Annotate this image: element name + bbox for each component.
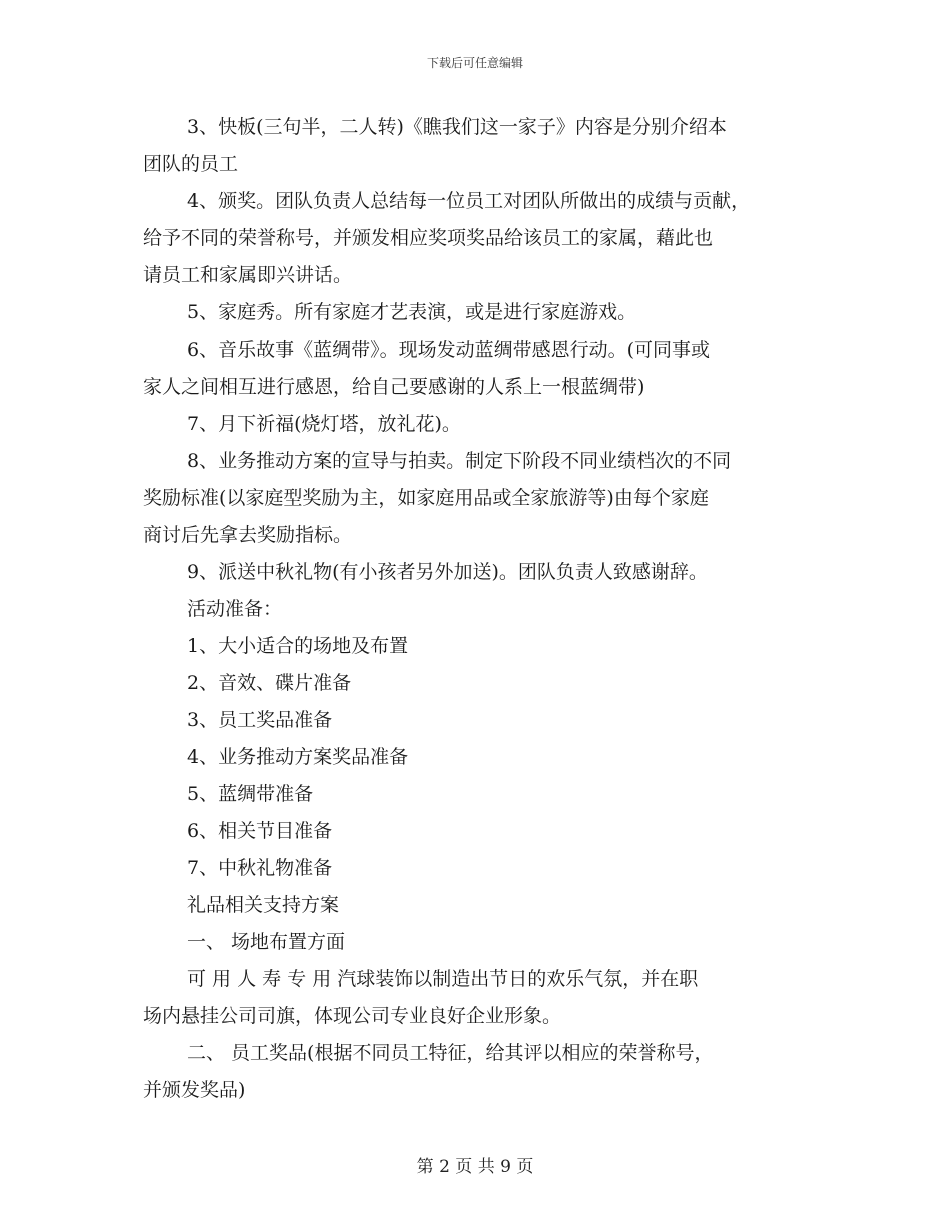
paragraph-line: 8、业务推动方案的宣导与拍卖。制定下阶段不同业绩档次的不同 bbox=[187, 450, 732, 472]
list-item: 1、大小适合的场地及布置 bbox=[187, 635, 409, 657]
list-item: 3、员工奖品准备 bbox=[187, 709, 333, 731]
paragraph-line: 3、快板(三句半，二人转)《瞧我们这一家子》内容是分别介绍本 bbox=[187, 116, 727, 138]
paragraph-line: 6、音乐故事《蓝绸带》。现场发动蓝绸带感恩行动。(可同事或 bbox=[187, 339, 711, 361]
paragraph-line: 7、月下祈福(烧灯塔，放礼花)。 bbox=[187, 413, 461, 435]
list-item: 2、音效、碟片准备 bbox=[187, 672, 352, 694]
paragraph-line: 商讨后先拿去奖励指标。 bbox=[143, 524, 353, 546]
paragraph-line: 5、家庭秀。所有家庭才艺表演，或是进行家庭游戏。 bbox=[187, 301, 637, 323]
list-item: 6、相关节目准备 bbox=[187, 820, 333, 842]
paragraph-line: 4、颁奖。团队负责人总结每一位员工对团队所做出的成绩与贡献， bbox=[187, 190, 751, 212]
list-item: 4、业务推动方案奖品准备 bbox=[187, 746, 409, 768]
section-heading: 礼品相关支持方案 bbox=[187, 894, 340, 916]
list-item: 5、蓝绸带准备 bbox=[187, 783, 314, 805]
subsection-heading: 二、 员工奖品(根据不同员工特征，给其评以相应的荣誉称号， bbox=[187, 1042, 714, 1064]
paragraph-line: 并颁发奖品) bbox=[143, 1079, 246, 1101]
list-item: 7、中秋礼物准备 bbox=[187, 857, 333, 879]
paragraph-line: 可 用 人 寿 专 用 汽球装饰以制造出节日的欢乐气氛，并在职 bbox=[187, 968, 699, 990]
paragraph-line: 家人之间相互进行感恩，给自己要感谢的人系上一根蓝绸带) bbox=[143, 376, 645, 398]
page-number: 第 2 页 共 9 页 bbox=[416, 1157, 534, 1177]
paragraph-line: 场内悬挂公司司旗，体现公司专业良好企业形象。 bbox=[143, 1005, 562, 1027]
paragraph-line: 给予不同的荣誉称号，并颁发相应奖项奖品给该员工的家属，藉此也 bbox=[143, 227, 714, 249]
subsection-heading: 一、 场地布置方面 bbox=[187, 931, 346, 953]
section-heading: 活动准备： bbox=[187, 598, 283, 620]
page-header: 下载后可任意编辑 bbox=[426, 56, 523, 70]
paragraph-line: 奖励标准(以家庭型奖励为主，如家庭用品或全家旅游等)由每个家庭 bbox=[143, 487, 709, 509]
paragraph-line: 9、派送中秋礼物(有小孩者另外加送)。团队负责人致感谢辞。 bbox=[187, 561, 708, 583]
paragraph-line: 请员工和家属即兴讲话。 bbox=[143, 264, 353, 286]
paragraph-line: 团队的员工 bbox=[143, 153, 239, 175]
